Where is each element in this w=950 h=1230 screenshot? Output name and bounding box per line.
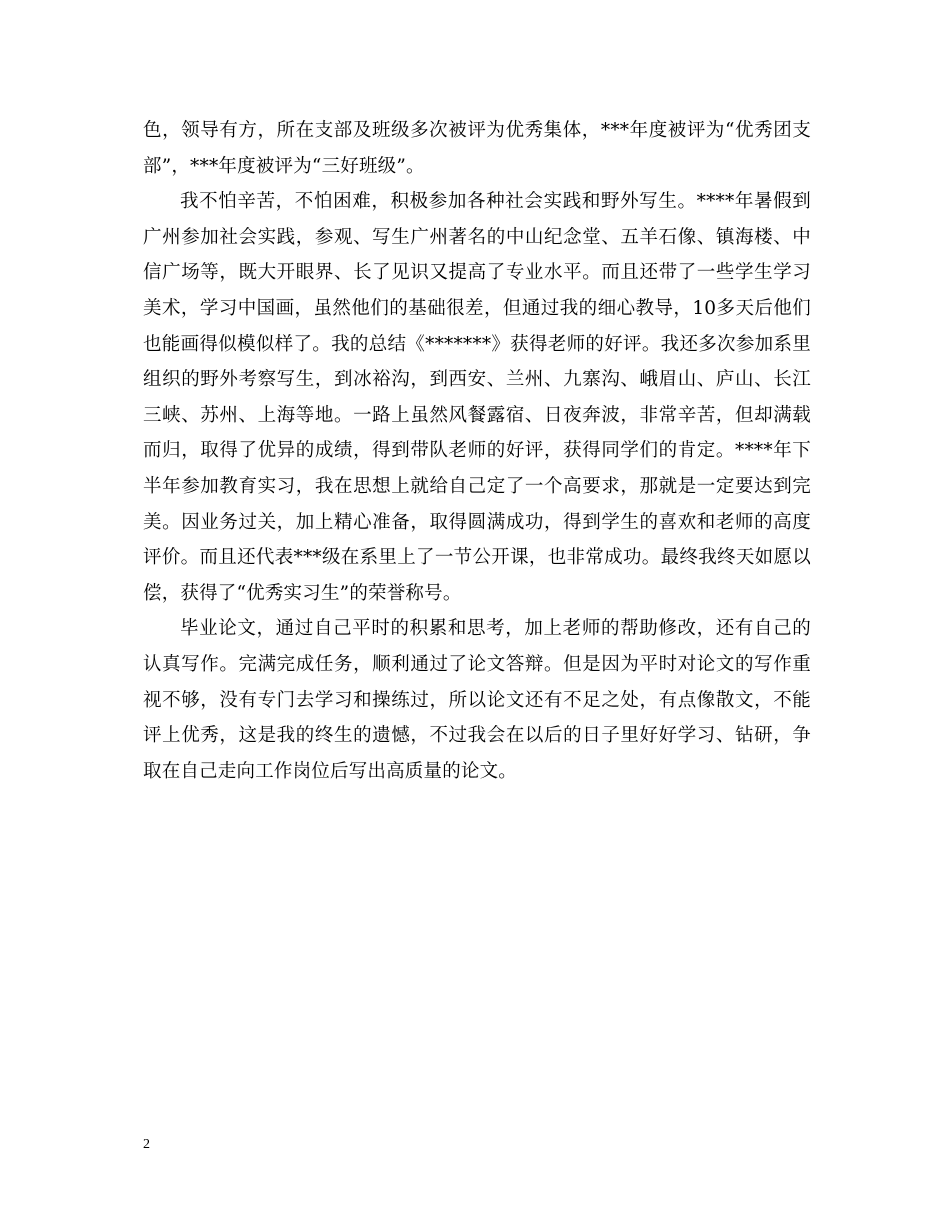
document-body <box>143 113 811 789</box>
page-number: 2 <box>143 1137 150 1152</box>
paragraph-social-practice: 我不怕辛苦，不怕困难，积极参加各种社会实践和野外写生。****年暑假到广州参加社会实践，参观、写生广州著名的中山纪念堂、五羊石像、镇海楼、中信广场等，既大开眼界、长了见识又提高了专业水平。而且还带了一些学生学习美术，学习中国画，虽然他们的基础很差，但通过我的细心教导，10多天后他们也能画得似模似样了。我的总结《*******》获得老师的好评。我还多次参加系里组织的野外考察写生，到冰裕沟，到西安、兰州、九寨沟、峨眉山、庐山、长江三峡、苏州、上海等地。一路上虽然风餐露宿、日夜奔波，非常辛苦，但却满载而归，取得了优异的成绩，得到带队老师的好评，获得同学们的肯定。****年下半年参加教育实习，我在思想上就给自己定了一个高要求，那就是一定要达到完美。因业务过关，加上精心准备，取得圆满成功，得到学生的喜欢和老师的高度评价。而且还代表***级在系里上了一节公开课，也非常成功。最终我终天如愿以偿，获得了“优秀实习生”的荣誉称号。 <box>143 191 811 604</box>
paragraph-graduation-thesis: 毕业论文，通过自己平时的积累和思考，加上老师的帮助修改，还有自己的认真写作。完满完成任务，顺利通过了论文答辩。但是因为平时对论文的写作重视不够，没有专门去学习和操练过，所以论文还有不足之处，有点像散文，不能评上优秀，这是我的终生的遗憾，不过我会在以后的日子里好好学习、钻研，争取在自己走向工作岗位后写出高质量的论文。 <box>143 618 811 782</box>
paragraph-continuation: 色，领导有方，所在支部及班级多次被评为优秀集体，***年度被评为“优秀团支部”，***年度被评为“三好班级”。 <box>143 120 811 177</box>
